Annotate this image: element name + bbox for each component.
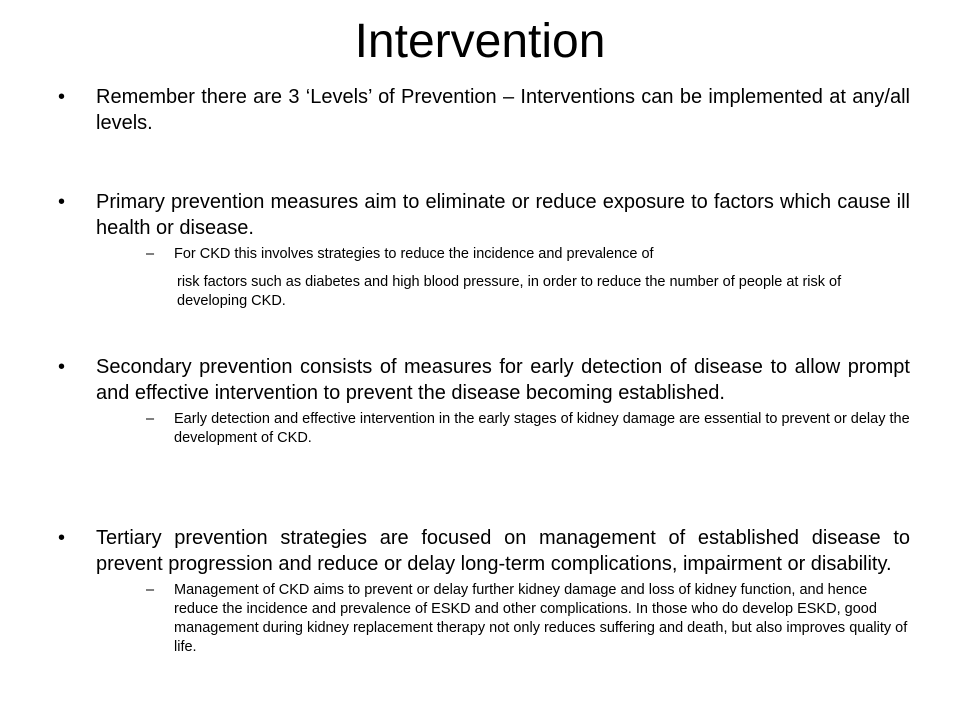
bullet-text: Primary prevention measures aim to eliminate or reduce exposure to factors which cause ill health or disease. bbox=[96, 191, 910, 239]
bullet-tertiary-prevention bbox=[58, 525, 910, 657]
bullet-levels bbox=[58, 84, 910, 136]
bullet-symbol: • bbox=[58, 86, 66, 108]
bullet-primary-prevention bbox=[58, 189, 910, 311]
sub-bullet-symbol: – bbox=[146, 411, 155, 427]
bullet-text: Secondary prevention consists of measures for early detection of disease to allow prompt and effective intervention to prevent the disease becoming established. bbox=[96, 356, 910, 404]
sub-bullet-text: Early detection and effective intervention in the early stages of kidney damage are essential to prevent or delay the development of CKD. bbox=[174, 411, 910, 446]
sub-bullet-primary bbox=[146, 245, 910, 311]
sub-bullet-text: Management of CKD aims to prevent or delay further kidney damage and loss of kidney function, and hence reduce the incidence and prevalence of ESKD and other complications. In those who do develop ESKD, good management during kidney replacement therapy not only reduces suffering and death, but also improves quality of life. bbox=[174, 582, 908, 655]
slide-title: Intervention bbox=[354, 15, 606, 68]
bullet-text: Tertiary prevention strategies are focused on management of established disease to prevent progression and reduce or delay long-term complications, impairment or disability. bbox=[96, 527, 910, 575]
sub-bullet-tertiary bbox=[146, 581, 910, 657]
sub-bullet-line: For CKD this involves strategies to reduce the incidence and prevalence of bbox=[174, 246, 654, 262]
bullet-secondary-prevention bbox=[58, 354, 910, 448]
bullet-symbol: • bbox=[58, 527, 66, 549]
sub-bullet-secondary bbox=[146, 410, 910, 448]
bullet-symbol: • bbox=[58, 356, 66, 378]
bullet-text: Remember there are 3 ‘Levels’ of Prevention – Interventions can be implemented at any/all levels. bbox=[96, 86, 910, 134]
sub-bullet-symbol: – bbox=[146, 246, 155, 262]
sub-bullet-symbol: – bbox=[146, 582, 155, 598]
bullet-symbol: • bbox=[58, 191, 66, 213]
sub-bullet-line: risk factors such as diabetes and high blood pressure, in order to reduce the number of people at risk of developing CKD. bbox=[177, 274, 842, 309]
